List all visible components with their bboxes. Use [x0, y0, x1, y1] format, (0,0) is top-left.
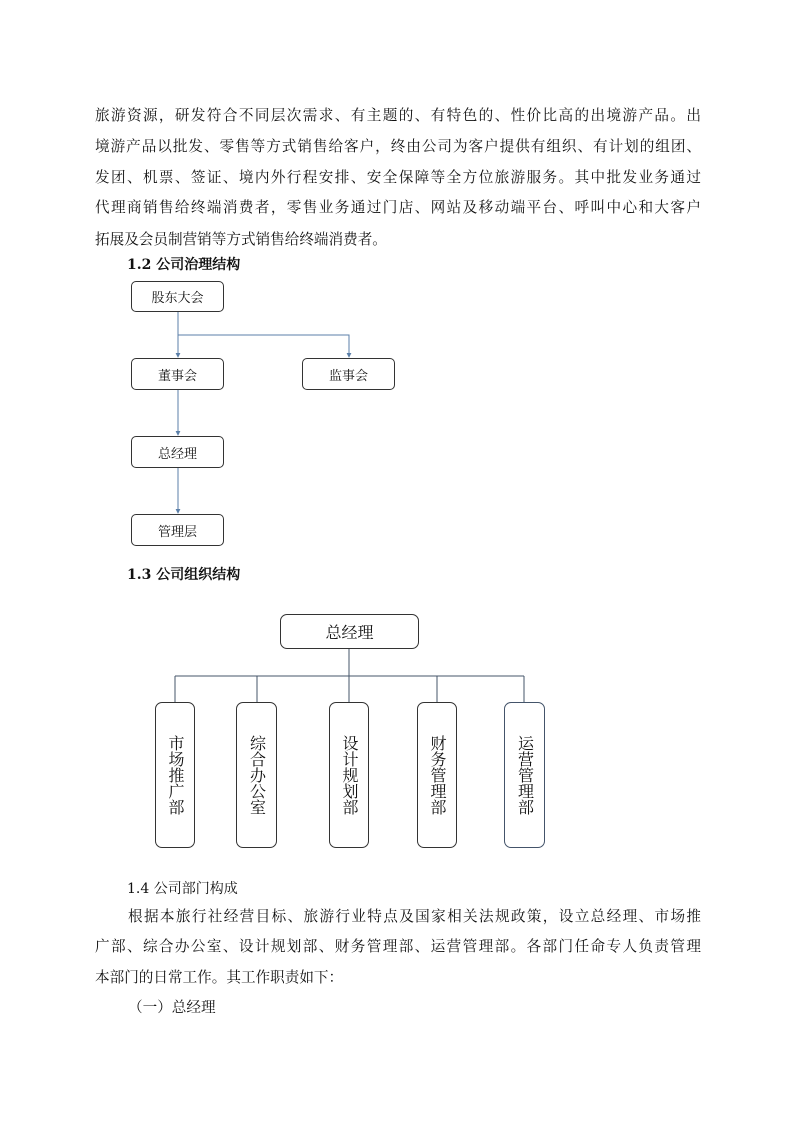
dept-finance-box: 财务管理部: [417, 702, 457, 848]
board-box: 董事会: [131, 358, 224, 390]
section-heading-departments: 1.4 公司部门构成: [127, 881, 238, 897]
dept-line-1: 根据本旅行社经营目标、旅游行业特点及国家相关法规政策，设立总经理、市场推: [128, 908, 701, 925]
shareholders-box: 股东大会: [131, 281, 224, 312]
intro-line-1: 旅游资源，研发符合不同层次需求、有主题的、有特色的、性价比高的出境游产品。出: [95, 107, 701, 124]
supervisors-box: 监事会: [302, 358, 395, 390]
general-manager-box: 总经理: [131, 436, 224, 468]
section-heading-organization: 1.3 公司组织结构: [127, 567, 241, 583]
dept-general-office-box: 综合办公室: [236, 702, 277, 848]
sub-item-general-manager: （一）总经理: [128, 999, 216, 1016]
dept-design-planning-box: 设计规划部: [329, 702, 369, 848]
management-box: 管理层: [131, 514, 224, 546]
dept-operations-box: 运营管理部: [504, 702, 545, 848]
dept-line-2: 广部、综合办公室、设计规划部、财务管理部、运营管理部。各部门任命专人负责管理: [95, 938, 701, 955]
intro-line-2: 境游产品以批发、零售等方式销售给客户，终由公司为客户提供有组织、有计划的组团、: [95, 138, 701, 155]
section-heading-governance: 1.2 公司治理结构: [127, 257, 241, 273]
org-general-manager-box: 总经理: [280, 614, 419, 649]
intro-line-5: 拓展及会员制营销等方式销售给终端消费者。: [95, 231, 387, 248]
dept-marketing-box: 市场推广部: [155, 702, 195, 848]
intro-line-3: 发团、机票、签证、境内外行程安排、安全保障等全方位旅游服务。其中批发业务通过: [95, 169, 701, 186]
intro-line-4: 代理商销售给终端消费者，零售业务通过门店、网站及移动端平台、呼叫中心和大客户: [95, 199, 701, 216]
dept-line-3: 本部门的日常工作。其工作职责如下：: [95, 969, 344, 986]
